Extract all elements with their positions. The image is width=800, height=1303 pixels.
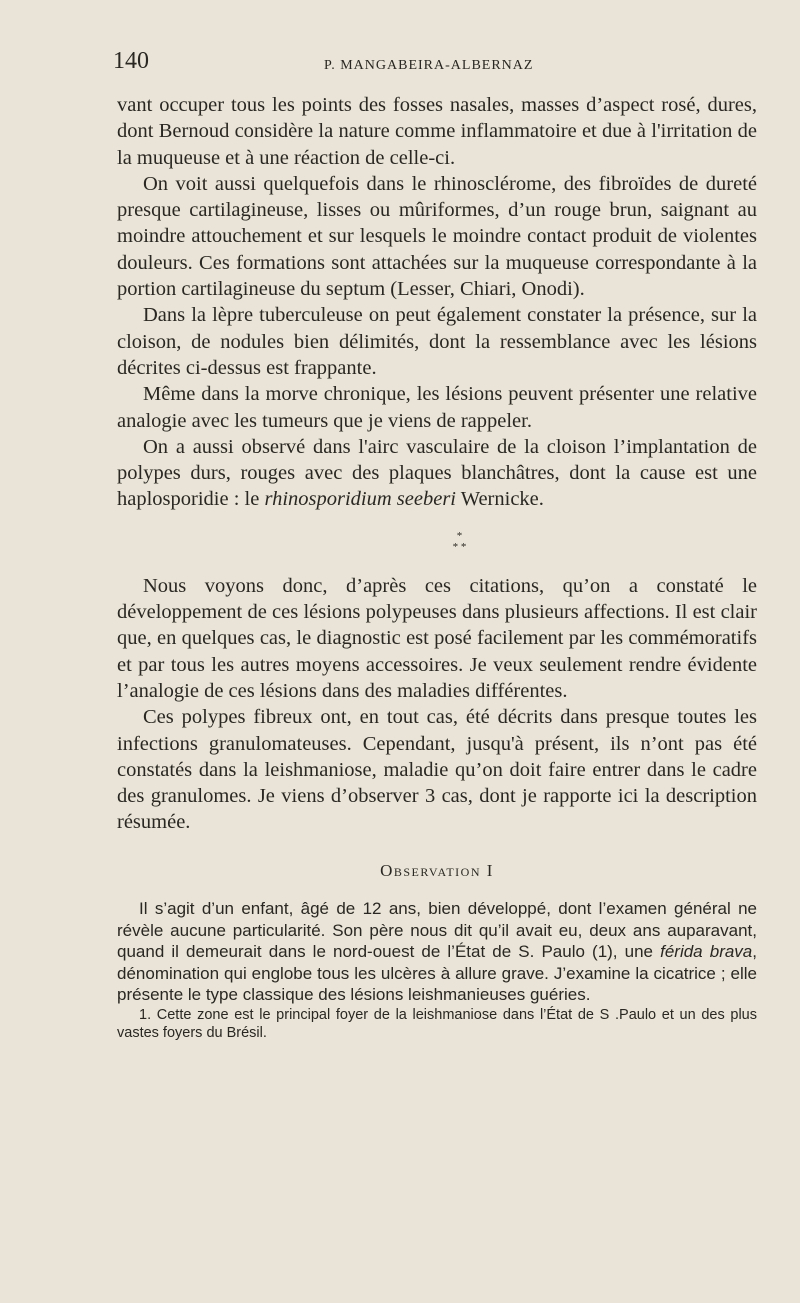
observation-text [117, 898, 757, 1006]
asterism-top: * [456, 529, 463, 542]
body-text [117, 92, 757, 1042]
paragraph-continued: vant occuper tous les points des fosses nasales, masses d’aspect rosé, dures, dont Bernoud considère la nature comme inflammatoire et due à l'irritation de la muqueuse et à une réaction de celle-ci. [117, 94, 757, 169]
paragraph-summary: Nous voyons donc, d’après ces citations, qu’on a constaté le développement de ces lésions polypeuses dans plusieurs affections. Il est clair que, en quelques cas, le diagnostic est posé facilement par les commémoratifs et par tous les autres moyens accessoires. Je veux seulement rendre évidente l’analogie de ces lésions dans des maladies différentes. [117, 574, 757, 702]
paragraph-glanders: Même dans la morve chronique, les lésions peuvent présenter une relative analogie avec les tumeurs que je viens de rappeler. [117, 383, 757, 432]
observation-text-start: Il s’agit d’un enfant, âgé de 12 ans, bien développé, dont l’examen général ne révèle aucune particularité. Son père nous dit qu’il avait eu, deux ans auparavant, quand il demeurait dans le nord-ouest de l’État de S. Paulo (1), une [117, 899, 757, 962]
observation-text-end: , dénomination qui englobe tous les ulcères à allure grave. J’examine la cicatrice ; elle présente le type classique des lésions leishmanieuses guéries. [117, 942, 757, 1005]
footnote: 1. Cette zone est le principal foyer de la leishmaniose dans l’État de S .Paulo et un des plus vastes foyers du Brésil. [117, 1006, 757, 1041]
paragraph-rhinosporidium-end: Wernicke. [456, 488, 544, 511]
paragraph-fibrous-polyps: Ces polypes fibreux ont, en tout cas, été décrits dans presque toutes les infections granulomateuses. Cependant, jusqu'à présent, ils n’ont pas été constatés dans la leishmaniose, maladie qu’on doit faire entrer dans le cadre des granulomes. Je viens d’observer 3 cas, dont je rapporte ici la description résumée. [117, 706, 757, 834]
local-term: férida brava [660, 942, 753, 962]
page-number: 140 [113, 48, 149, 74]
paragraph-rhinosporidium-start: On a aussi observé dans l'airc vasculaire de la cloison l’implantation de polypes durs, rouges avec des plaques blanchâtres, dont la cause est une haplosporidie : le [117, 435, 757, 511]
observation-heading: Observation I [380, 860, 494, 880]
asterism-divider [162, 531, 757, 553]
asterism-bottom: * * [452, 540, 467, 553]
paragraph-rhinoscleroma: On voit aussi quelquefois dans le rhinosclérome, des fibroïdes de dureté presque cartilagineuse, lisses ou mûriformes, d’un rouge brun, saignant au moindre attouchement et sur lesquels le moindre contact produit de violentes douleurs. Ces formations sont attachées sur la muqueuse correspondante à la portion cartilagineuse du septum (Lesser, Chiari, Onodi). [117, 172, 757, 301]
page-header [113, 48, 753, 82]
paragraph-leprosy: Dans la lèpre tuberculeuse on peut également constater la présence, sur la cloison, de nodules bien délimités, dont la ressemblance avec les lésions décrites ci-dessus est frappante. [117, 304, 757, 379]
running-head: P. MANGABEIRA-ALBERNAZ [324, 58, 534, 73]
paragraph-rhinosporidium [117, 434, 757, 513]
species-name: rhinosporidium seeberi [264, 488, 456, 511]
